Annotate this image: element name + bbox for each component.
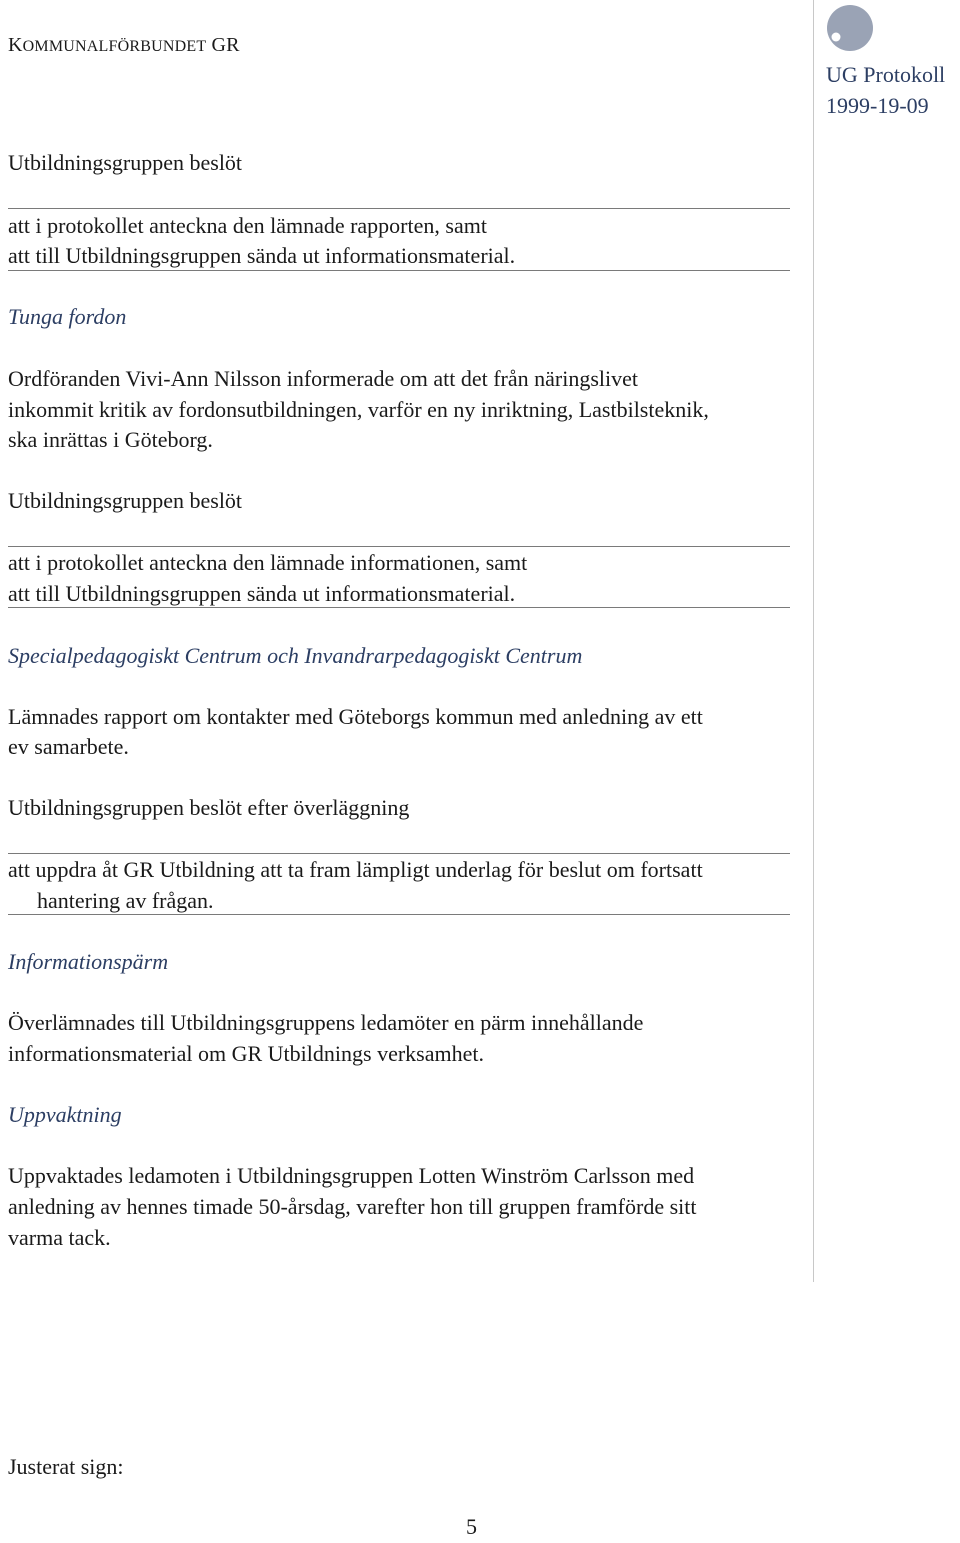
page-number: 5 bbox=[466, 1514, 477, 1539]
section-heading-informationsparm: Informationspärm bbox=[8, 949, 169, 974]
paragraph-line: anledning av hennes timade 50-årsdag, varefter hon till gruppen framförde sitt bbox=[8, 1194, 697, 1219]
decision-rule-bottom bbox=[8, 914, 790, 915]
decision-heading: Utbildningsgruppen beslöt bbox=[8, 150, 243, 175]
section-heading-uppvaktning: Uppvaktning bbox=[8, 1102, 122, 1127]
decision-rule-bottom bbox=[8, 270, 790, 271]
paragraph-line: ev samarbete. bbox=[8, 734, 129, 759]
decision-rule-top bbox=[8, 853, 790, 854]
decision-rule-bottom bbox=[8, 607, 790, 608]
signature-label: Justerat sign: bbox=[8, 1454, 124, 1479]
decision-heading: Utbildningsgruppen beslöt bbox=[8, 488, 243, 513]
section-heading-specialpedagogiskt-centrum: Specialpedagogiskt Centrum och Invandrarpedagogiskt Centrum bbox=[8, 643, 583, 668]
decision-rule-top bbox=[8, 208, 790, 209]
document-date: 1999-19-09 bbox=[826, 93, 929, 118]
decision-line: att i protokollet anteckna den lämnade informationen, samt bbox=[8, 550, 528, 575]
decision-line: att uppdra åt GR Utbildning att ta fram lämpligt underlag för beslut om fortsatt bbox=[8, 857, 703, 882]
decision-line: att till Utbildningsgruppen sända ut informationsmaterial. bbox=[8, 581, 516, 606]
paragraph-line: varma tack. bbox=[8, 1225, 111, 1250]
decision-line: att till Utbildningsgruppen sända ut informationsmaterial. bbox=[8, 243, 516, 268]
document-title: UG Protokoll bbox=[826, 62, 946, 87]
paragraph-line: inkommit kritik av fordonsutbildningen, varför en ny inriktning, Lastbilsteknik, bbox=[8, 397, 709, 422]
paragraph-line: Lämnades rapport om kontakter med Göteborgs kommun med anledning av ett bbox=[8, 704, 703, 729]
section-heading-tunga-fordon: Tunga fordon bbox=[8, 304, 127, 329]
paragraph-line: ska inrättas i Göteborg. bbox=[8, 427, 213, 452]
gr-dot-logo-icon bbox=[826, 4, 874, 52]
decision-heading: Utbildningsgruppen beslöt efter överläggning bbox=[8, 795, 410, 820]
paragraph-line: informationsmaterial om GR Utbildnings verksamhet. bbox=[8, 1041, 484, 1066]
margin-divider bbox=[813, 0, 814, 1282]
paragraph-line: Ordföranden Vivi-Ann Nilsson informerade om att det från näringslivet bbox=[8, 366, 638, 391]
decision-line: hantering av frågan. bbox=[37, 888, 214, 913]
paragraph-line: Uppvaktades ledamoten i Utbildningsgruppen Lotten Winström Carlsson med bbox=[8, 1163, 695, 1188]
decision-line: att i protokollet anteckna den lämnade rapporten, samt bbox=[8, 213, 487, 238]
paragraph-line: Överlämnades till Utbildningsgruppens ledamöter en pärm innehållande bbox=[8, 1010, 644, 1035]
organization-name: KOMMUNALFÖRBUNDET GR bbox=[8, 34, 240, 56]
decision-rule-top bbox=[8, 546, 790, 547]
